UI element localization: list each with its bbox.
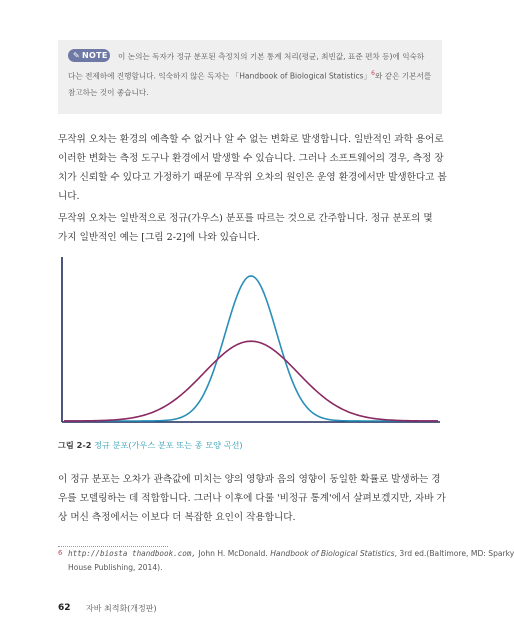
page-number: 62 bbox=[58, 603, 71, 613]
footnote-line-2: House Publishing, 2014). bbox=[68, 563, 163, 572]
paragraph-2-line-1: 무작위 오차는 일반적으로 정규(가우스) 분포를 따르는 것으로 간주합니다. 정규 분포의 몇 bbox=[58, 213, 433, 224]
footnote-divider bbox=[58, 546, 168, 547]
running-title: 자바 최적화(개정판) bbox=[86, 604, 157, 613]
paragraph-3-line-2: 우를 모델링하는 데 적합합니다. 그러나 이후에 다룰 '비정규 통계'에서 살펴보겠지만, 자바 가 bbox=[58, 493, 446, 504]
figure-number: 그림 2-2 bbox=[58, 440, 92, 450]
paragraph-1-line-1: 무작위 오차는 환경의 예측할 수 없거나 알 수 없는 변화로 발생합니다. 일반적인 과학 용어로 bbox=[58, 134, 444, 145]
note-badge bbox=[68, 49, 110, 62]
footnote-line-1 bbox=[68, 549, 514, 558]
pencil-icon: ✎ bbox=[73, 51, 80, 60]
footnote-author: John H. McDonald. bbox=[196, 549, 271, 558]
note-text-line-1: 이 논의는 독자가 정규 분포된 측정치의 기본 통계 처리(평균, 최빈값, 표준 편차 등)에 익숙하 bbox=[118, 52, 425, 61]
paragraph-1-line-3: 치가 신뢰할 수 있다고 가정하기 때문에 무작위 오차의 원인은 운영 환경에서만 발생한다고 봅 bbox=[58, 172, 447, 183]
note-text-line-3: 참고하는 것이 좋습니다. bbox=[68, 88, 149, 97]
note-box bbox=[58, 40, 442, 114]
curve-layer bbox=[64, 276, 438, 421]
paragraph-2-line-2: 가지 일반적인 예는 [그림 2-2]에 나와 있습니다. bbox=[58, 232, 260, 243]
normal-distribution-chart bbox=[58, 255, 442, 425]
note-text-line-2a: 다는 전제하에 진행합니다. 익숙하지 않은 독자는 「Handbook of Biological Statistics」 bbox=[68, 71, 372, 81]
paragraph-1-line-4: 니다. bbox=[58, 191, 80, 202]
footnote-publication: , 3rd ed.(Baltimore, MD: Sparky bbox=[394, 549, 514, 558]
note-badge-label: NOTE bbox=[82, 51, 108, 60]
figure-chart bbox=[58, 255, 442, 425]
footnote-mark: 6 bbox=[58, 549, 63, 557]
footnote-ref[interactable]: 6 bbox=[371, 70, 375, 77]
series-line-1 bbox=[64, 276, 438, 421]
paragraph-3-line-3: 상 머신 측정에서는 이보다 더 복잡한 요인이 작용합니다. bbox=[58, 512, 296, 523]
note-text-line-2 bbox=[68, 70, 431, 82]
paragraph-1-line-2: 이러한 변화는 측정 도구나 환경에서 발생할 수 있습니다. 그러나 소프트웨어의 경우, 측정 장 bbox=[58, 153, 444, 164]
series-line-2 bbox=[64, 341, 438, 421]
paragraph-3-line-1: 이 정규 분포는 오차가 관측값에 미치는 양의 영향과 음의 영향이 동일한 확률로 발생하는 경 bbox=[58, 474, 441, 485]
note-text-line-2b: 와 같은 기본서를 bbox=[375, 71, 432, 81]
figure-caption bbox=[58, 440, 243, 451]
footnote-url[interactable]: http://biosta thandbook.com, bbox=[68, 549, 197, 558]
footnote-book-title: Handbook of Biological Statistics bbox=[270, 549, 395, 558]
figure-caption-text: 정규 분포(가우스 분포 또는 종 모양 곡선) bbox=[94, 440, 243, 450]
